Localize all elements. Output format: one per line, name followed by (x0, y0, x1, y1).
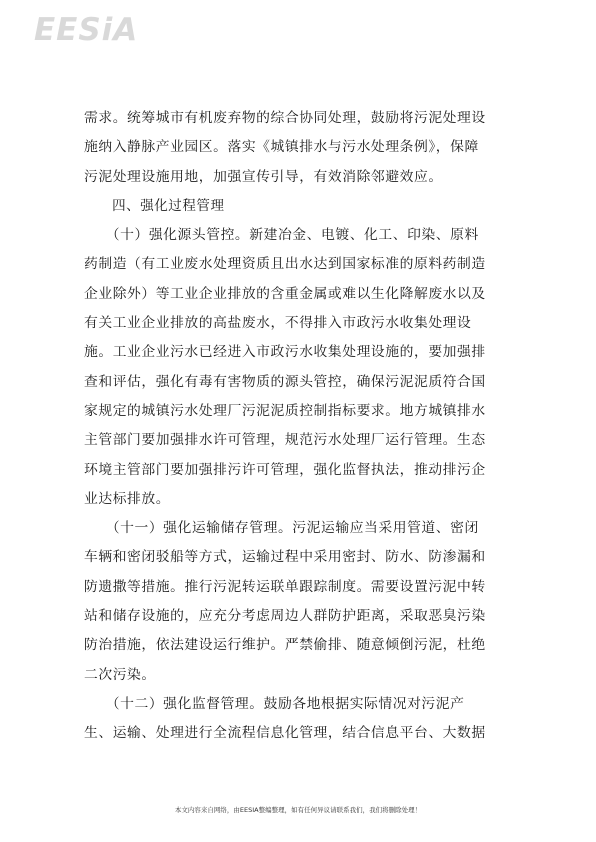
text-line: 防遗撒等措施。推行污泥转运联单跟踪制度。需要设置污泥中转 (84, 578, 486, 595)
text-line: 家规定的城镇污水处理厂污泥泥质控制指标要求。地方城镇排水 (84, 402, 486, 419)
text-line: 车辆和密闭驳船等方式，运输过程中采用密封、防水、防渗漏和 (84, 549, 486, 566)
section-heading: 四、强化过程管理 (84, 197, 225, 214)
text-line: 查和评估，强化有毒有害物质的源头管控，确保污泥泥质符合国 (84, 373, 486, 390)
document-body (84, 104, 517, 749)
eesia-logo: EESiA (34, 12, 139, 48)
text-line: 二次污染。 (84, 666, 156, 683)
text-line: 污泥处理设施用地，加强宣传引导，有效消除邻避效应。 (84, 168, 443, 185)
text-line: 有关工业企业排放的高盐废水，不得排入市政污水收集处理设 (84, 315, 472, 332)
text-line: 施。工业企业污水已经进入市政污水收集处理设施的，要加强排 (84, 344, 486, 361)
text-line: 需求。统筹城市有机废弃物的综合协同处理，鼓励将污泥处理设 (84, 110, 486, 126)
text-line: 药制造（有工业废水处理资质且出水达到国家标准的原料药制造 (84, 256, 486, 273)
text-line: 主管部门要加强排水许可管理，规范污水处理厂运行管理。生态 (84, 432, 486, 449)
text-line: 企业除外）等工业企业排放的含重金属或难以生化降解废水以及 (84, 285, 486, 302)
text-line: 防治措施，依法建设运行维护。严禁偷排、随意倾倒污泥，杜绝 (84, 637, 486, 654)
text-line: 环境主管部门要加强排污许可管理，强化监督执法，推动排污企 (84, 461, 486, 478)
text-line: 生、运输、处理进行全流程信息化管理，结合信息平台、大数据 (84, 725, 486, 742)
footer-disclaimer: 本文内容来自网络，由EESIA整编整理，如有任何异议请联系我们，我们将删除处理！ (174, 806, 422, 814)
text-line: 站和储存设施的，应充分考虑周边人群防护距离，采取恶臭污染 (84, 608, 486, 625)
text-line: 业达标排放。 (84, 490, 171, 507)
text-line: （十）强化源头管控。新建冶金、电镀、化工、印染、原料 (84, 227, 479, 244)
text-line: （十二）强化监督管理。鼓励各地根据实际情况对污泥产 (84, 695, 465, 712)
text-line: 施纳入静脉产业园区。落实《城镇排水与污水处理条例》，保障 (84, 139, 479, 156)
text-line: （十一）强化运输储存管理。污泥运输应当采用管道、密闭 (84, 520, 479, 537)
